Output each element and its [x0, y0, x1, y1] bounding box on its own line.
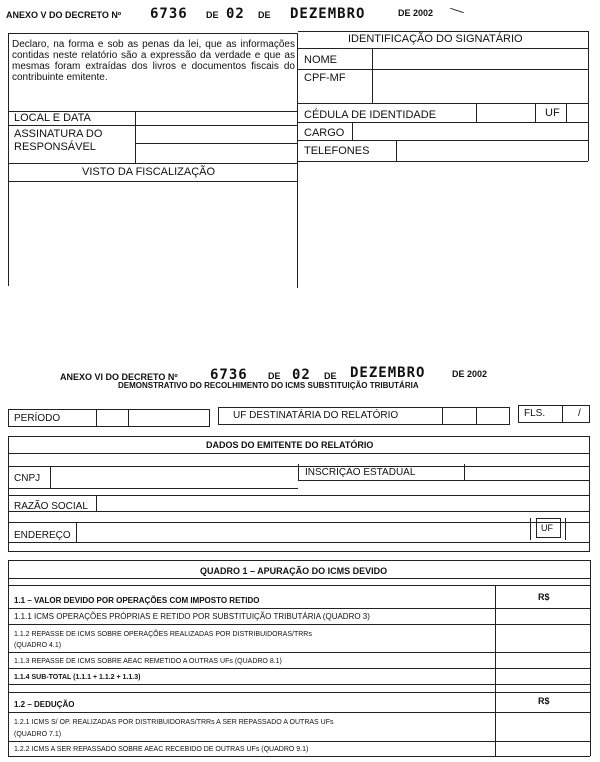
periodo-label: PERÍODO: [14, 413, 61, 424]
dados-title: DADOS DO EMITENTE DO RELATÓRIO: [206, 440, 374, 450]
quadro1-row: 1.1.2 REPASSE DE ICMS SOBRE OPERAÇÕES REALIZADAS POR DISTRIBUIDORAS/TRRs: [14, 631, 312, 638]
quadro1-row: 1.1.4 SUB-TOTAL (1.1.1 + 1.1.2 + 1.1.3): [14, 674, 141, 681]
quadro1-title: QUADRO 1 – APURAÇÃO DO ICMS DEVIDO: [200, 566, 388, 576]
responsavel-label: RESPONSÁVEL: [14, 141, 96, 153]
cpf-label: CPF-MF: [304, 72, 346, 84]
anexo6-title: ANEXO VI DO DECRETO Nº: [60, 372, 178, 382]
fls-separator: /: [578, 408, 581, 419]
anexo6-year: DE 2002: [452, 369, 488, 379]
quadro1-row: 1.1 – VALOR DEVIDO POR OPERAÇÕES COM IMPOSTO RETIDO: [14, 596, 260, 605]
rs-label-2: R$: [538, 696, 550, 706]
cedula-label: CÉDULA DE IDENTIDADE: [304, 109, 437, 121]
quadro1-row: 1.2 – DEDUÇÃO: [14, 700, 75, 709]
rs-label-1: R$: [538, 592, 550, 602]
cnpj-label: CNPJ: [14, 473, 41, 484]
anexo5-de1: DE: [206, 10, 219, 20]
declaration-text: Declaro, na forma e sob as penas da lei, que as informações contidas neste relatório são a expressão da verdade e que as mesmas foram extraídas dos livros e documentos fiscais do contribuinte emitente.: [12, 39, 295, 83]
visto-label: VISTO DA FISCALIZAÇÃO: [82, 166, 216, 178]
anexo6-de2: DE: [324, 371, 337, 381]
endereco-label: ENDEREÇO: [14, 530, 71, 541]
anexo6-month: DEZEMBRO: [350, 365, 426, 381]
fls-label: FLS.: [524, 408, 546, 419]
anexo5-de2: DE: [258, 10, 271, 20]
quadro1-row: 1.1.3 REPASSE DE ICMS SOBRE AEAC REMETIDO A OUTRAS UFs (QUADRO 8.1): [14, 658, 282, 665]
anexo6-de1: DE: [268, 371, 281, 381]
anexo6-decree-number: 6736: [210, 367, 248, 383]
anexo6-subtitle: DEMONSTRATIVO DO RECOLHIMENTO DO ICMS SUBSTITUIÇÃO TRIBUTÁRIA: [118, 381, 419, 390]
anexo6-day: 02: [292, 367, 311, 383]
nome-label: NOME: [304, 54, 337, 66]
telefones-label: TELEFONES: [304, 145, 370, 157]
anexo5-month: DEZEMBRO: [290, 6, 366, 22]
anexo5-day: 02: [226, 6, 245, 22]
quadro1-row: 1.1.1 ICMS OPERAÇÕES PRÓPRIAS E RETIDO POR SUBSTITUIÇÃO TRIBUTÁRIA (QUADRO 3): [14, 612, 370, 621]
cargo-label: CARGO: [304, 127, 345, 139]
quadro1-row: 1.2.1 ICMS S/ OP. REALIZADAS POR DISTRIBUIDORAS/TRRs A SER REPASSADO A OUTRAS UFs: [14, 719, 334, 726]
quadro1-row-cont: (QUADRO 4.1): [14, 642, 62, 649]
quadro1-row: 1.2.2 ICMS A SER REPASSADO SOBRE AEAC RECEBIDO DE OUTRAS UFs (QUADRO 9.1): [14, 746, 309, 753]
signatario-uf-label: UF: [545, 107, 560, 119]
signatario-title: IDENTIFICAÇÃO DO SIGNATÁRIO: [348, 33, 523, 45]
anexo5-decree-number: 6736: [150, 6, 188, 22]
scribble-mark: [450, 8, 464, 13]
uf-destinataria-label: UF DESTINATÁRIA DO RELATÓRIO: [233, 410, 399, 421]
anexo5-title: ANEXO V DO DECRETO Nº: [6, 10, 122, 20]
local-data-label: LOCAL E DATA: [14, 112, 91, 124]
endereco-uf-label: UF: [541, 523, 553, 533]
assinatura-label: ASSINATURA DO: [14, 128, 103, 140]
anexo5-year: DE 2002: [398, 8, 434, 18]
inscricao-label: INSCRIÇÃO ESTADUAL: [305, 467, 416, 478]
quadro1-row-cont: (QUADRO 7.1): [14, 731, 62, 738]
razao-social-label: RAZÃO SOCIAL: [14, 501, 88, 512]
